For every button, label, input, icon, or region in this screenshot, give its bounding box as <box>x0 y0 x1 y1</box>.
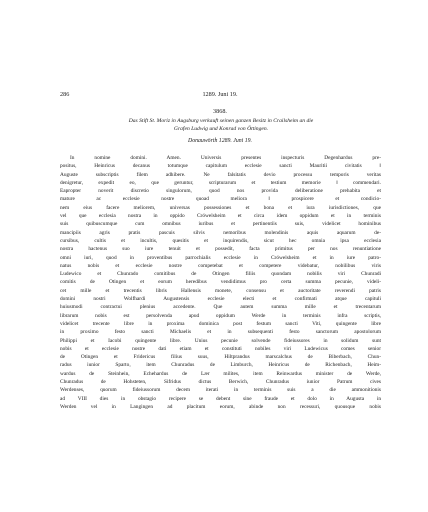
body-line: de Otingen et Fridericus filius suus, Hiltprandus marscalchus de Biberbach, Chun- <box>60 354 381 361</box>
body-line: ad VIII dies in obstagio recipere se debent sine fraude et dolo in Augusta in <box>60 395 381 402</box>
body-line: natus nobis et ecclesie nostre competebat et competere videbatur, nobilibus viris <box>60 262 381 269</box>
body-line: librarum nobis est persolvenda apud oppidum Werde in terminis infra scriptis, <box>60 312 381 319</box>
body-line: nem eius facere meliorem, universas possessiones et bona et iura iurisdictiones, que <box>60 204 381 211</box>
body-line: comitis de Otingen et eorum heredibus vendidimus pro certa summa pecunie, videli- <box>60 279 381 286</box>
document-body <box>60 154 381 411</box>
body-line: wardus de Steinhein, Echehardus de Lær milites, item Reinwardus minister de Werde, <box>60 370 381 377</box>
body-line: Werden vel in Langingen ad placitum eorum, abinde non recessuri, quousque nobis <box>60 403 381 410</box>
body-line: Werdenses, quorum fideiussorum decem iterati in terminis suis a die ammonitionis <box>60 387 381 394</box>
summary-line: Grafen Ludwig und Konrad von Öttingen. <box>173 126 269 133</box>
body-line: Philippi et Iacobi quingente libre. Unius pecunie solvende fideiussores in solidum sunt <box>60 337 381 344</box>
place-date: Donauwörth 1289. Juni 19. <box>188 138 252 144</box>
body-line: Eapropter noverit discretio singulorum, quod nos provida deliberatione prehabita et <box>60 188 381 195</box>
body-line: cet mille et trecentis libris Hallensis monete, consensu et auctoritate reverendi patris <box>60 287 381 294</box>
page-number: 286 <box>60 91 70 98</box>
body-line: domini nostri Wolfhardi Augustensis ecclesie electi et confirmati atque capituli <box>60 296 381 303</box>
body-line: huiusmodi contractui plenius accedente. Que autem summa mille et trecentarum <box>60 304 381 311</box>
body-line: positus, Heinricus decanus totumque capitulum ecclesie sancti Mauritii civitatis ‖ <box>60 163 381 170</box>
body-line: radus iunior Sparto, item Chunradus de Limburch, Heinricus de Richenbach, Heim- <box>60 362 381 369</box>
body-line: Auguste subscriptis filem adhibere. Ne falsitatis devio processu temporis veritas <box>60 171 381 178</box>
body-line: denigretur, expedit eo, que geruntur, scripturarum et testium memorie ‖ commendari. <box>60 179 381 186</box>
document-summary <box>76 117 366 134</box>
body-line: mancipiis agris pratis pascuis silvis nemoribus molendinis aquis aquarum de- <box>60 229 381 236</box>
body-line: nostra hactenus suo iure tenuit et possedit, facta primitus per nos renuntiatione <box>60 246 381 253</box>
header-date: 1289. Juni 19. <box>202 91 238 98</box>
body-line: In nomine domini. Amen. Universis presentes inspecturis Degenhardus pre- <box>70 155 381 161</box>
body-line: suis quibuscumque cum omnibus iuribus et pertinentiis suis, videlicet hominibus <box>60 221 381 228</box>
document-number: 3868. <box>213 108 227 115</box>
body-line: cursibus, cultis et incultis, quesitis et inquirendis, sicut hec omnia ipsa ecclesia <box>60 237 381 244</box>
body-line: videlicet trecente libre in proxima dominica post festum sancti Viti, quingente libre <box>60 320 381 327</box>
body-line: vel que ecclesia nostra in oppido Crówelsheim et circa idem oppidum et in terminis <box>60 213 381 220</box>
body-line: nobis et ecclesie nostre dati etiam et constituti nobiles viri Ludewicus comes senior <box>60 345 381 352</box>
summary-line: Das Stift St. Moriz in Augsburg verkauft seinen ganzen Besitz in Crailsheim an die <box>128 118 314 124</box>
body-line: omni iuri, quod in proventibus parrochialis ecclesie in Crówelsheim et in iure patro- <box>60 254 381 261</box>
body-line: mature ac ecclesie nostre quoad meliora ‖ prospicere et condicio- <box>60 196 381 203</box>
body-line: Ludewico et Chunrado comitibus de Otingen filiis quondam nobilis viri Chunradi <box>60 271 381 278</box>
body-line: Chunradus de Hohsteten, Sifridus dictus Berwich, Chunradus iunior Patrum cives <box>60 379 381 386</box>
body-line: in proximo festo sancti Michaelis et in subsequenti festo sanctorum apostolorum <box>60 329 381 336</box>
page-header <box>60 91 380 101</box>
